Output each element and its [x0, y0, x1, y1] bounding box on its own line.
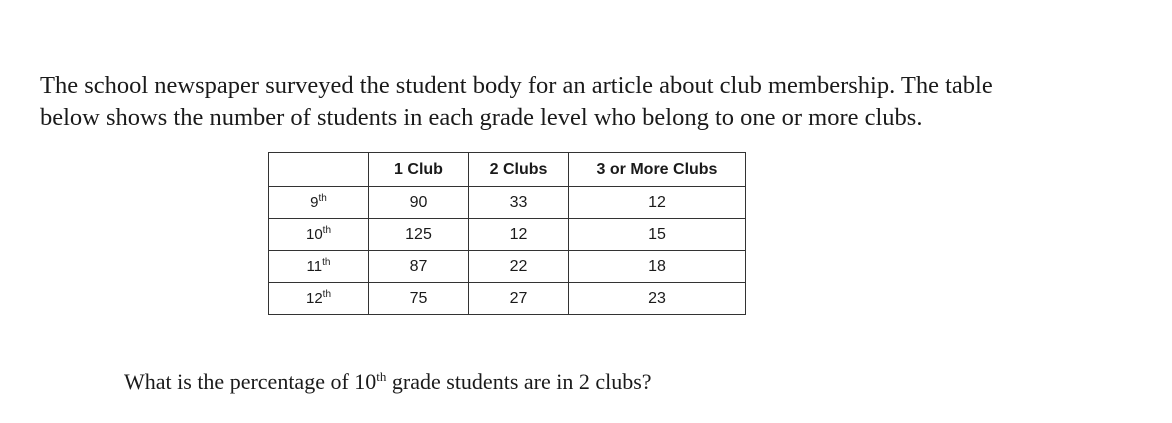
- value-cell-2-clubs: 27: [469, 283, 569, 315]
- value-cell-3-or-more-clubs: 15: [569, 219, 746, 251]
- grade-cell: [269, 187, 369, 219]
- value-cell-2-clubs: 33: [469, 187, 569, 219]
- grade-suffix: th: [318, 193, 327, 204]
- grade-number: 12: [305, 290, 323, 307]
- grade-suffix: th: [322, 257, 331, 268]
- header-cell-2-clubs: 2 Clubs: [469, 153, 569, 187]
- table-row: [269, 283, 746, 315]
- question-superscript: th: [376, 369, 387, 384]
- header-cell-blank: [269, 153, 369, 187]
- header-cell-1-club: 1 Club: [369, 153, 469, 187]
- table-row: [269, 187, 746, 219]
- question-after: grade students are in 2 clubs?: [386, 369, 652, 394]
- table-header-row: [269, 153, 746, 187]
- intro-line-2: below shows the number of students in each grade level who belong to one or more clubs.: [40, 104, 923, 131]
- value-cell-1-club: 125: [369, 219, 469, 251]
- value-cell-2-clubs: 12: [469, 219, 569, 251]
- grade-cell: [269, 219, 369, 251]
- value-cell-1-club: 87: [369, 251, 469, 283]
- question-text: [124, 367, 652, 397]
- value-cell-1-club: 90: [369, 187, 469, 219]
- club-membership-table: [268, 152, 746, 315]
- value-cell-3-or-more-clubs: 18: [569, 251, 746, 283]
- table-row: [269, 251, 746, 283]
- grade-suffix: th: [322, 289, 332, 300]
- value-cell-3-or-more-clubs: 12: [569, 187, 746, 219]
- intro-paragraph: [40, 70, 1150, 134]
- question-before: What is the percentage of 10: [124, 369, 377, 394]
- intro-line-1: The school newspaper surveyed the student body for an article about club membership. The table: [40, 72, 993, 99]
- grade-suffix: th: [322, 225, 332, 236]
- header-cell-3-or-more-clubs: 3 or More Clubs: [569, 153, 746, 187]
- grade-cell: [269, 283, 369, 315]
- grade-number: 11: [306, 258, 323, 275]
- grade-number: 9: [310, 194, 319, 211]
- value-cell-1-club: 75: [369, 283, 469, 315]
- value-cell-3-or-more-clubs: 23: [569, 283, 746, 315]
- table-row: [269, 219, 746, 251]
- grade-number: 10: [305, 226, 323, 243]
- value-cell-2-clubs: 22: [469, 251, 569, 283]
- grade-cell: [269, 251, 369, 283]
